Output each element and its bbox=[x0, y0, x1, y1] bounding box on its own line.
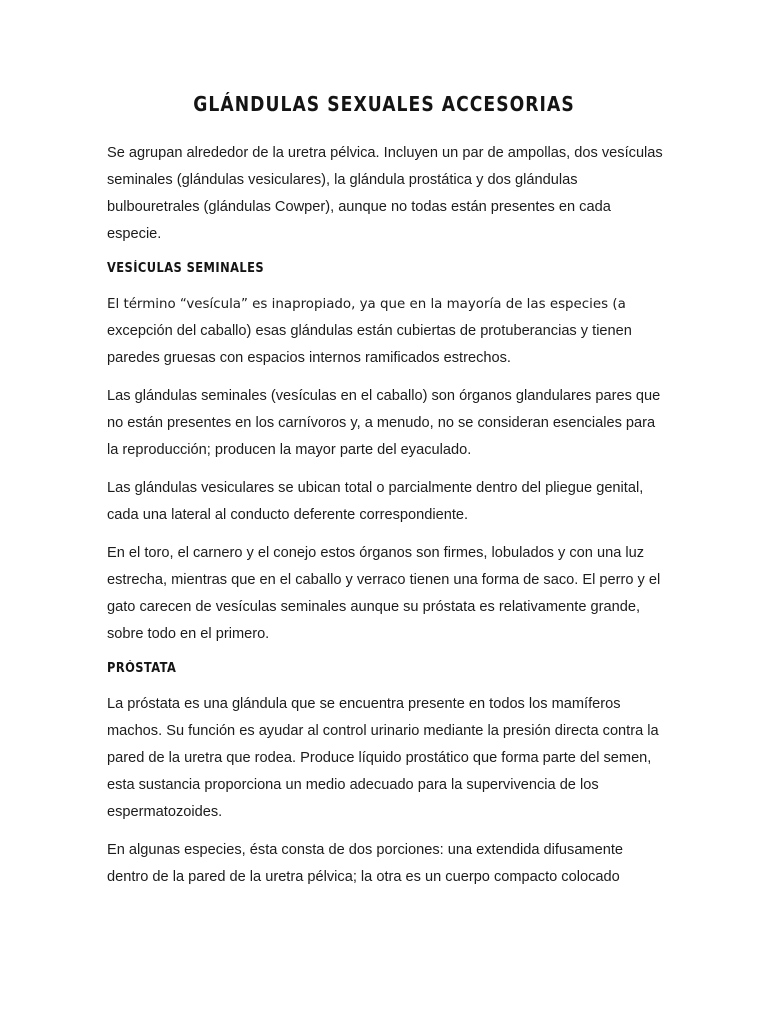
vesiculas-paragraph-4: En el toro, el carnero y el conejo estos órganos son firmes, lobulados y con una luz estrecha, mientras que en el caballo y verraco tienen una forma de saco. El perro y el gato carecen de vesículas seminales aunque su próstata es relativamente grande, sobre todo en el primero. bbox=[107, 545, 661, 642]
vesiculas-paragraph-1-first-line: El término “vesícula” es inapropiado, ya que en la mayoría de las especies (a bbox=[107, 297, 626, 312]
prostata-paragraph-1: La próstata es una glándula que se encuentra presente en todos los mamíferos machos. Su función es ayudar al control urinario mediante la presión directa contra la pared de la uretra que rodea. Produce líquido prostático que forma parte del semen, esta sustancia proporciona un medio adecuado para la supervivencia de los espermatozoides. bbox=[107, 696, 659, 820]
intro-paragraph: Se agrupan alrededor de la uretra pélvica. Incluyen un par de ampollas, dos vesículas seminales (glándulas vesiculares), la glándula prostática y dos glándulas bulbouretrales (glándulas Cowper), aunque no todas están presentes en cada especie. bbox=[107, 145, 663, 242]
vesiculas-paragraph-3: Las glándulas vesiculares se ubican total o parcialmente dentro del pliegue genital, cada una lateral al conducto deferente correspondiente. bbox=[107, 480, 644, 523]
section-heading-prostata: PRÓSTATA bbox=[107, 661, 177, 676]
vesiculas-paragraph-2: Las glándulas seminales (vesículas en el caballo) son órganos glandulares pares que no están presentes en los carnívoros y, a menudo, no se consideran esenciales para la reproducción; producen la mayor parte del eyaculado. bbox=[107, 388, 661, 458]
document-body bbox=[107, 140, 663, 902]
vesiculas-paragraph-1 bbox=[107, 291, 663, 372]
page-title: GLÁNDULAS SEXUALES ACCESORIAS bbox=[193, 92, 575, 116]
section-heading-vesiculas: VESÍCULAS SEMINALES bbox=[107, 261, 265, 276]
vesiculas-paragraph-1-rest: excepción del caballo) esas glándulas están cubiertas de protuberancias y tienen paredes gruesas con espacios internos ramificados estrechos. bbox=[107, 323, 632, 366]
prostata-paragraph-2: En algunas especies, ésta consta de dos porciones: una extendida difusamente dentro de la pared de la uretra pélvica; la otra es un cuerpo compacto colocado bbox=[107, 842, 623, 885]
